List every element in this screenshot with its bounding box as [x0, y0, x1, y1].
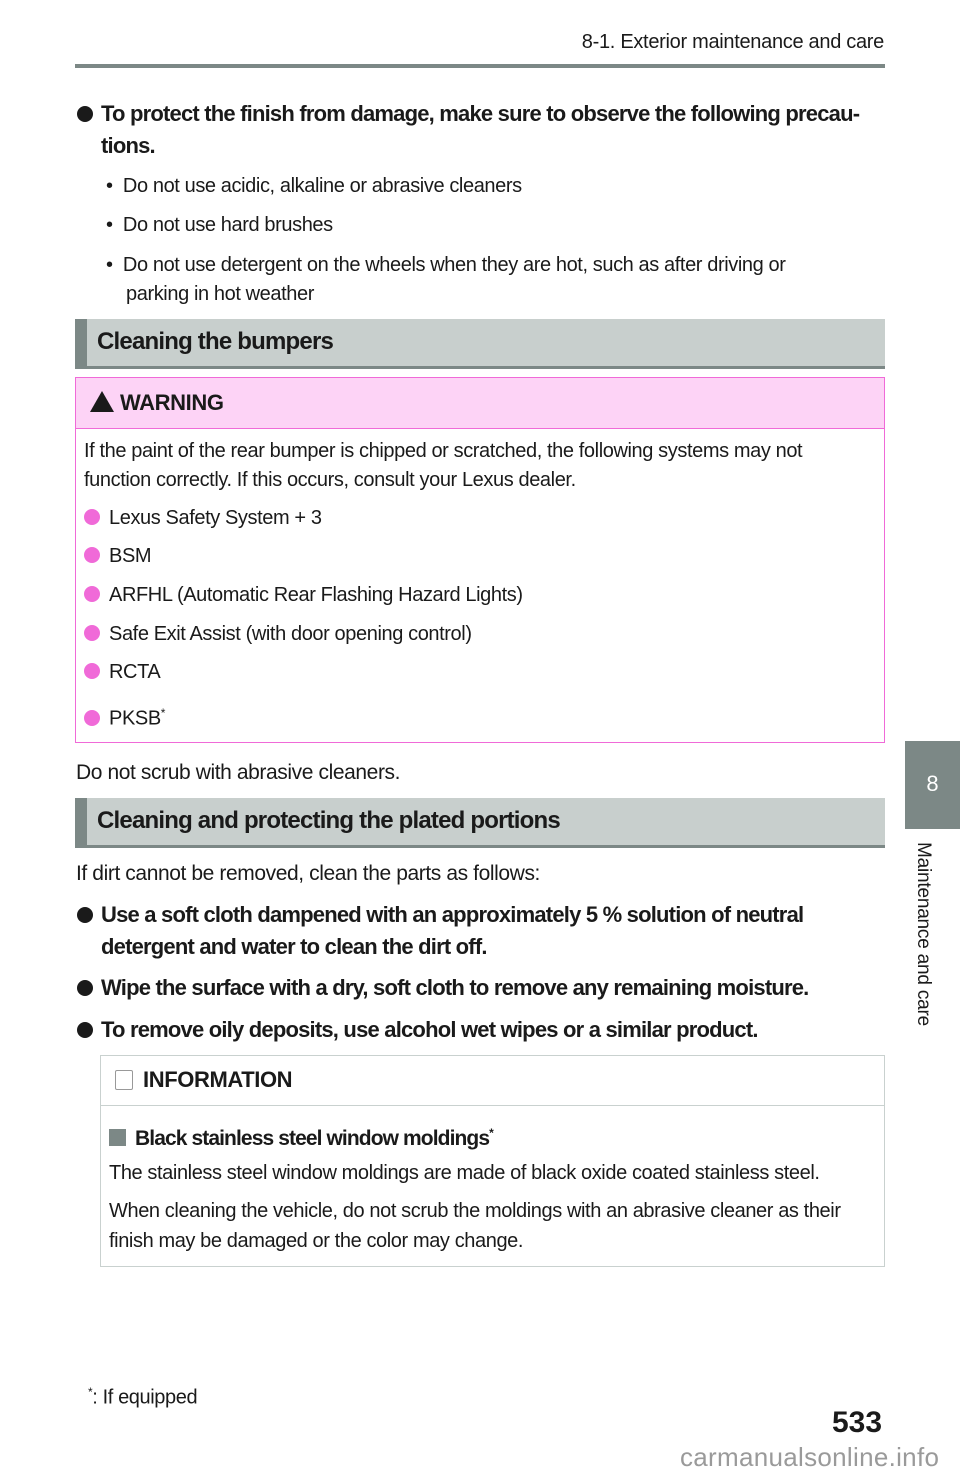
- sub-item-cont: parking in hot weather: [126, 283, 314, 305]
- bullet-icon: [84, 625, 100, 641]
- bullet-icon: [84, 710, 100, 726]
- watermark: carmanualsonline.info: [680, 1442, 940, 1472]
- information-text: finish may be damaged or the color may change.: [109, 1230, 524, 1252]
- bullet-icon: [77, 1022, 93, 1038]
- plated-bullet: Use a soft cloth dampened with an approximately 5 % solution of neutral: [77, 899, 803, 931]
- plated-bullet: To remove oily deposits, use alcohol wet wipes or a similar product.: [77, 1014, 758, 1046]
- warning-box: [75, 377, 885, 743]
- warning-item: PKSB*: [84, 701, 165, 731]
- square-bullet-icon: [109, 1129, 126, 1146]
- precaution-bullet: To protect the finish from damage, make sure to observe the following precau-: [77, 98, 859, 130]
- warning-item: ARFHL (Automatic Rear Flashing Hazard Lights): [84, 583, 523, 607]
- information-header: [101, 1056, 884, 1106]
- information-title: INFORMATION: [143, 1067, 293, 1092]
- section-heading-plated: [75, 798, 885, 848]
- header-divider: [75, 64, 885, 68]
- running-header: 8-1. Exterior maintenance and care: [581, 31, 884, 53]
- precaution-bullet-cont: tions.: [101, 133, 155, 158]
- page-number: 533: [832, 1406, 883, 1439]
- bullet-icon: [84, 547, 100, 563]
- warning-item: RCTA: [84, 660, 160, 684]
- footnote: *: If equipped: [88, 1385, 198, 1409]
- bullet-icon: [77, 980, 93, 996]
- bullet-icon: [84, 586, 100, 602]
- information-text: When cleaning the vehicle, do not scrub the moldings with an abrasive cleaner as their: [109, 1200, 841, 1222]
- information-box: [100, 1055, 885, 1267]
- bullet-icon: [84, 663, 100, 679]
- body-text: Do not scrub with abrasive cleaners.: [76, 761, 401, 784]
- body-text: If dirt cannot be removed, clean the parts as follows:: [76, 862, 540, 885]
- warning-item: BSM: [84, 544, 151, 568]
- warning-title: WARNING: [120, 390, 224, 415]
- book-icon: [115, 1070, 133, 1090]
- bullet-icon: [84, 509, 100, 525]
- plated-bullet-cont: detergent and water to clean the dirt off.: [101, 934, 487, 959]
- bullet-icon: [77, 907, 93, 923]
- bullet-icon: [77, 106, 93, 122]
- warning-header: [76, 378, 884, 429]
- sub-item: • Do not use detergent on the wheels when they are hot, such as after driving or: [106, 254, 786, 276]
- warning-item: Lexus Safety System + 3: [84, 506, 322, 530]
- chapter-label: Maintenance and care: [913, 842, 934, 1027]
- chapter-tab[interactable]: 8: [905, 741, 960, 829]
- information-text: The stainless steel window moldings are made of black oxide coated stainless steel.: [109, 1162, 820, 1184]
- warning-item: Safe Exit Assist (with door opening control): [84, 622, 472, 646]
- warning-triangle-icon: [90, 391, 114, 412]
- information-subhead: Black stainless steel window moldings*: [109, 1120, 493, 1152]
- plated-bullet: Wipe the surface with a dry, soft cloth to remove any remaining moisture.: [77, 972, 809, 1004]
- sub-item: • Do not use hard brushes: [106, 214, 333, 236]
- section-title: Cleaning and protecting the plated portions: [97, 807, 560, 834]
- sub-item: • Do not use acidic, alkaline or abrasive cleaners: [106, 175, 522, 197]
- warning-text: If the paint of the rear bumper is chipped or scratched, the following systems may not: [84, 440, 803, 462]
- section-heading-bumpers: [75, 319, 885, 369]
- section-title: Cleaning the bumpers: [97, 328, 334, 355]
- warning-text: function correctly. If this occurs, consult your Lexus dealer.: [84, 469, 576, 491]
